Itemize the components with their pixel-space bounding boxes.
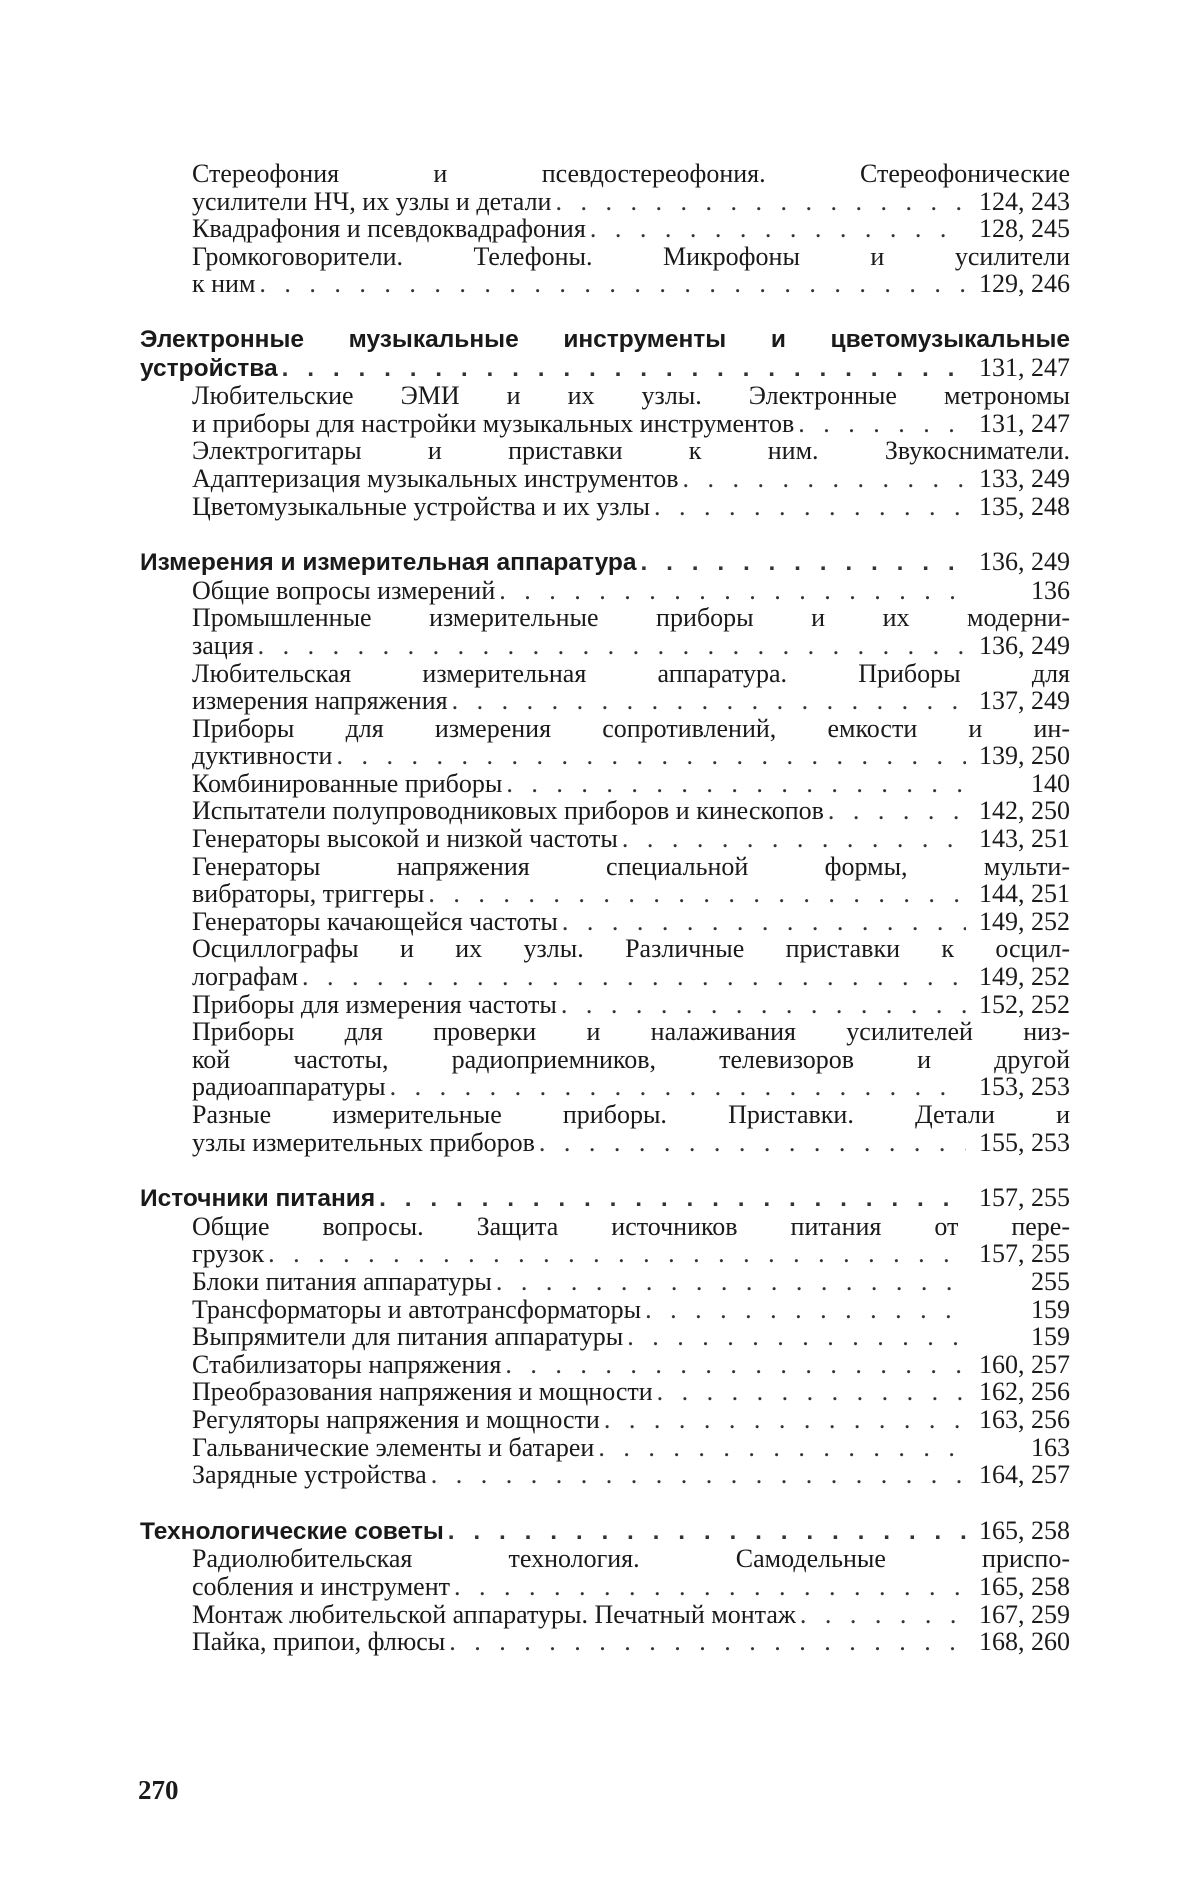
page-reference: 153, 253: [979, 1072, 1070, 1102]
page-reference: 128, 245: [979, 214, 1070, 244]
page-reference: 152, 252: [979, 989, 1070, 1019]
toc-entry: [140, 1434, 1070, 1462]
page-reference: 165, 258: [979, 1515, 1070, 1545]
page-reference: 157, 255: [979, 1183, 1070, 1213]
toc-entry: [140, 1046, 1070, 1074]
toc-entry-text: Электрогитары и приставки к ним. Звукосниматели.: [192, 436, 1070, 466]
toc-entry-text: Гальванические элементы и батареи: [192, 1432, 595, 1462]
page-reference: 136, 249: [979, 630, 1070, 660]
toc-entry: [140, 770, 1070, 798]
section-heading: [140, 354, 1070, 383]
section-heading-text: устройства: [140, 354, 278, 382]
toc-entry-text: Любительские ЭМИ и их узлы. Электронные метрономы: [192, 381, 1070, 411]
toc-entry: [140, 963, 1070, 991]
toc-entry: [140, 1406, 1070, 1434]
dot-leader: [268, 1240, 966, 1268]
table-of-contents: [140, 160, 1070, 1656]
toc-entry-text: Цветомузыкальные устройства и их узлы: [192, 491, 650, 521]
dot-leader: [506, 770, 966, 798]
toc-entry-text: Трансформаторы и автотрансформаторы: [192, 1294, 642, 1324]
toc-entry-text: Генераторы качающейся частоты: [192, 906, 558, 936]
toc-entry-text: собления и инструмент: [192, 1571, 450, 1601]
toc-entry-text: усилители НЧ, их узлы и детали: [192, 186, 552, 216]
page-reference: 167, 259: [979, 1599, 1070, 1629]
dot-leader: [539, 1129, 966, 1157]
toc-entry: [140, 1073, 1070, 1101]
dot-leader: [645, 1296, 966, 1324]
page-reference: 143, 251: [979, 824, 1070, 854]
dot-leader: [258, 632, 966, 660]
dot-leader: [282, 355, 966, 383]
toc-entry: [140, 908, 1070, 936]
toc-entry: [140, 465, 1070, 493]
toc-entry: [140, 880, 1070, 908]
toc-entry-text: Разные измерительные приборы. Приставки. Детали и: [192, 1100, 1070, 1129]
toc-entry-text: Адаптеризация музыкальных инструментов: [192, 463, 679, 493]
toc-entry: [140, 1545, 1070, 1573]
section-heading: [140, 1517, 1070, 1546]
toc-entry-text: Блоки питания аппаратуры: [192, 1266, 492, 1296]
toc-entry-text: Регуляторы напряжения и мощности: [192, 1404, 600, 1434]
page-reference: 149, 252: [979, 962, 1070, 992]
toc-entry: [140, 270, 1070, 298]
page-number: 270: [138, 1775, 179, 1805]
toc-entry-text: Стабилизаторы напряжения: [192, 1349, 502, 1379]
page-reference: 140: [1031, 768, 1070, 798]
dot-leader: [379, 1185, 966, 1213]
toc-entry: [140, 853, 1070, 881]
page-reference: 144, 251: [979, 879, 1070, 909]
dot-leader: [452, 687, 966, 715]
page-reference: 163, 256: [979, 1404, 1070, 1434]
dot-leader: [428, 880, 966, 908]
page-reference: 159: [1031, 1322, 1070, 1352]
page-reference: 159: [1031, 1294, 1070, 1324]
dot-leader: [798, 410, 966, 438]
toc-entry-text: лографам: [192, 962, 299, 992]
toc-entry-text: Стереофония и псевдостереофония. Стереофонические: [192, 159, 1070, 188]
toc-entry: [140, 1101, 1070, 1129]
dot-leader: [448, 1518, 966, 1546]
page-reference: 162, 256: [979, 1377, 1070, 1407]
toc-entry-text: Радиолюбительская технология. Самодельные приспо-: [192, 1544, 1070, 1574]
toc-entry-text: Приборы для измерения частоты: [192, 989, 557, 1019]
dot-leader: [640, 549, 966, 577]
section-heading: [140, 548, 1070, 577]
page-reference: 135, 248: [979, 491, 1070, 521]
toc-entry-text: Монтаж любительской аппаратуры. Печатный монтаж: [192, 1599, 796, 1629]
toc-entry: [140, 1628, 1070, 1656]
toc-entry: [140, 1129, 1070, 1157]
dot-leader: [654, 493, 966, 521]
toc-entry: [140, 797, 1070, 825]
toc-entry-text: Громкоговорители. Телефоны. Микрофоны и усилители: [192, 241, 1070, 271]
toc-entry: [140, 632, 1070, 660]
dot-leader: [259, 270, 966, 298]
page-reference: 136: [1031, 575, 1070, 605]
toc-entry: [140, 1351, 1070, 1379]
toc-entry: [140, 825, 1070, 853]
toc-entry-text: Пайка, припои, флюсы: [192, 1627, 446, 1657]
toc-entry: [140, 1240, 1070, 1268]
toc-entry: [140, 1573, 1070, 1601]
dot-leader: [604, 1406, 966, 1434]
dot-leader: [390, 1073, 966, 1101]
toc-entry: [140, 935, 1070, 963]
toc-entry: [140, 715, 1070, 743]
page-reference: 160, 257: [979, 1349, 1070, 1379]
dot-leader: [627, 1323, 966, 1351]
dot-leader: [505, 1351, 966, 1379]
section-heading: [140, 326, 1070, 354]
page-reference: 168, 260: [979, 1627, 1070, 1657]
dot-leader: [828, 797, 966, 825]
toc-entry-text: дуктивности: [192, 741, 333, 771]
toc-entry: [140, 991, 1070, 1019]
page-reference: 136, 249: [979, 547, 1070, 577]
dot-leader: [555, 188, 966, 216]
toc-entry-text: Генераторы напряжения специальной формы, мульти-: [192, 851, 1070, 881]
toc-entry-text: Преобразования напряжения и мощности: [192, 1377, 653, 1407]
toc-entry: [140, 742, 1070, 770]
toc-entry: [140, 382, 1070, 410]
toc-entry-text: Зарядные устройства: [192, 1460, 427, 1490]
toc-entry: [140, 493, 1070, 521]
page-reference: 133, 249: [979, 463, 1070, 493]
dot-leader: [562, 908, 966, 936]
page-reference: 124, 243: [979, 186, 1070, 216]
dot-leader: [800, 1601, 966, 1629]
toc-entry: [140, 687, 1070, 715]
toc-entry-text: вибраторы, триггеры: [192, 879, 425, 909]
section-heading: [140, 1184, 1070, 1213]
toc-entry: [140, 410, 1070, 438]
page-reference: 155, 253: [979, 1127, 1070, 1157]
toc-entry: [140, 1323, 1070, 1351]
toc-entry-text: Общие вопросы. Защита источников питания от пере-: [192, 1211, 1070, 1241]
toc-entry-text: Квадрафония и псевдоквадрафония: [192, 214, 586, 244]
dot-leader: [431, 1461, 966, 1489]
toc-entry: [140, 243, 1070, 271]
toc-entry-text: Приборы для проверки и налаживания усилителей низ-: [192, 1017, 1070, 1047]
toc-entry: [140, 437, 1070, 465]
dot-leader: [598, 1434, 966, 1462]
dot-leader: [683, 465, 966, 493]
dot-leader: [561, 991, 966, 1019]
toc-entry: [140, 188, 1070, 216]
toc-entry: [140, 1461, 1070, 1489]
toc-entry-text: Осциллографы и их узлы. Различные приставки к осцил-: [192, 934, 1070, 964]
toc-entry-text: к ним: [192, 269, 256, 299]
toc-entry-text: Комбинированные приборы: [192, 768, 503, 798]
toc-entry: [140, 577, 1070, 605]
section-heading-text: Технологические советы: [140, 1517, 444, 1545]
toc-entry-text: Испытатели полупроводниковых приборов и кинескопов: [192, 796, 824, 826]
dot-leader: [496, 1268, 966, 1296]
toc-entry: [140, 1018, 1070, 1046]
page-reference: 129, 246: [979, 269, 1070, 299]
toc-entry-text: Приборы для измерения сопротивлений, емкости и ин-: [192, 713, 1070, 743]
page-reference: 157, 255: [979, 1239, 1070, 1269]
toc-entry-text: грузок: [192, 1239, 265, 1269]
page-reference: 142, 250: [979, 796, 1070, 826]
page-reference: 163: [1031, 1432, 1070, 1462]
section-heading-text: Измерения и измерительная аппаратура: [140, 549, 637, 577]
dot-leader: [336, 742, 966, 770]
page-reference: 255: [1031, 1266, 1070, 1296]
toc-entry: [140, 1213, 1070, 1241]
toc-entry-text: Общие вопросы измерений: [192, 575, 496, 605]
section-heading-text: Источники питания: [140, 1185, 376, 1213]
toc-entry-text: Любительская измерительная аппаратура. Приборы для: [192, 658, 1070, 688]
dot-leader: [657, 1378, 966, 1406]
page-reference: 131, 247: [979, 352, 1070, 382]
toc-entry: [140, 160, 1070, 188]
toc-entry-text: Промышленные измерительные приборы и их модерни-: [192, 603, 1070, 633]
dot-leader: [454, 1573, 966, 1601]
dot-leader: [499, 577, 966, 605]
toc-entry: [140, 1378, 1070, 1406]
toc-entry: [140, 1268, 1070, 1296]
section-heading-text: Электронные музыкальные инструменты и цветомузыкальные: [140, 325, 1070, 353]
toc-entry: [140, 1296, 1070, 1324]
toc-entry-text: кой частоты, радиоприемников, телевизоров и другой: [192, 1044, 1070, 1074]
toc-entry-text: Генераторы высокой и низкой частоты: [192, 824, 618, 854]
toc-entry-text: Выпрямители для питания аппаратуры: [192, 1322, 624, 1352]
page-reference: 149, 252: [979, 906, 1070, 936]
toc-entry-text: зация: [192, 630, 254, 660]
dot-leader: [302, 963, 966, 991]
toc-entry-text: радиоаппаратуры: [192, 1072, 386, 1102]
toc-entry: [140, 660, 1070, 688]
toc-entry: [140, 215, 1070, 243]
toc-entry-text: измерения напряжения: [192, 686, 448, 716]
dot-leader: [590, 215, 966, 243]
dot-leader: [622, 825, 966, 853]
toc-entry: [140, 604, 1070, 632]
page-reference: 131, 247: [979, 408, 1070, 438]
page-reference: 164, 257: [979, 1460, 1070, 1490]
page-reference: 137, 249: [979, 686, 1070, 716]
toc-entry: [140, 1601, 1070, 1629]
toc-entry-text: и приборы для настройки музыкальных инструментов: [192, 408, 795, 438]
dot-leader: [449, 1628, 966, 1656]
toc-entry-text: узлы измерительных приборов: [192, 1127, 535, 1157]
page-reference: 139, 250: [979, 741, 1070, 771]
page-reference: 165, 258: [979, 1571, 1070, 1601]
